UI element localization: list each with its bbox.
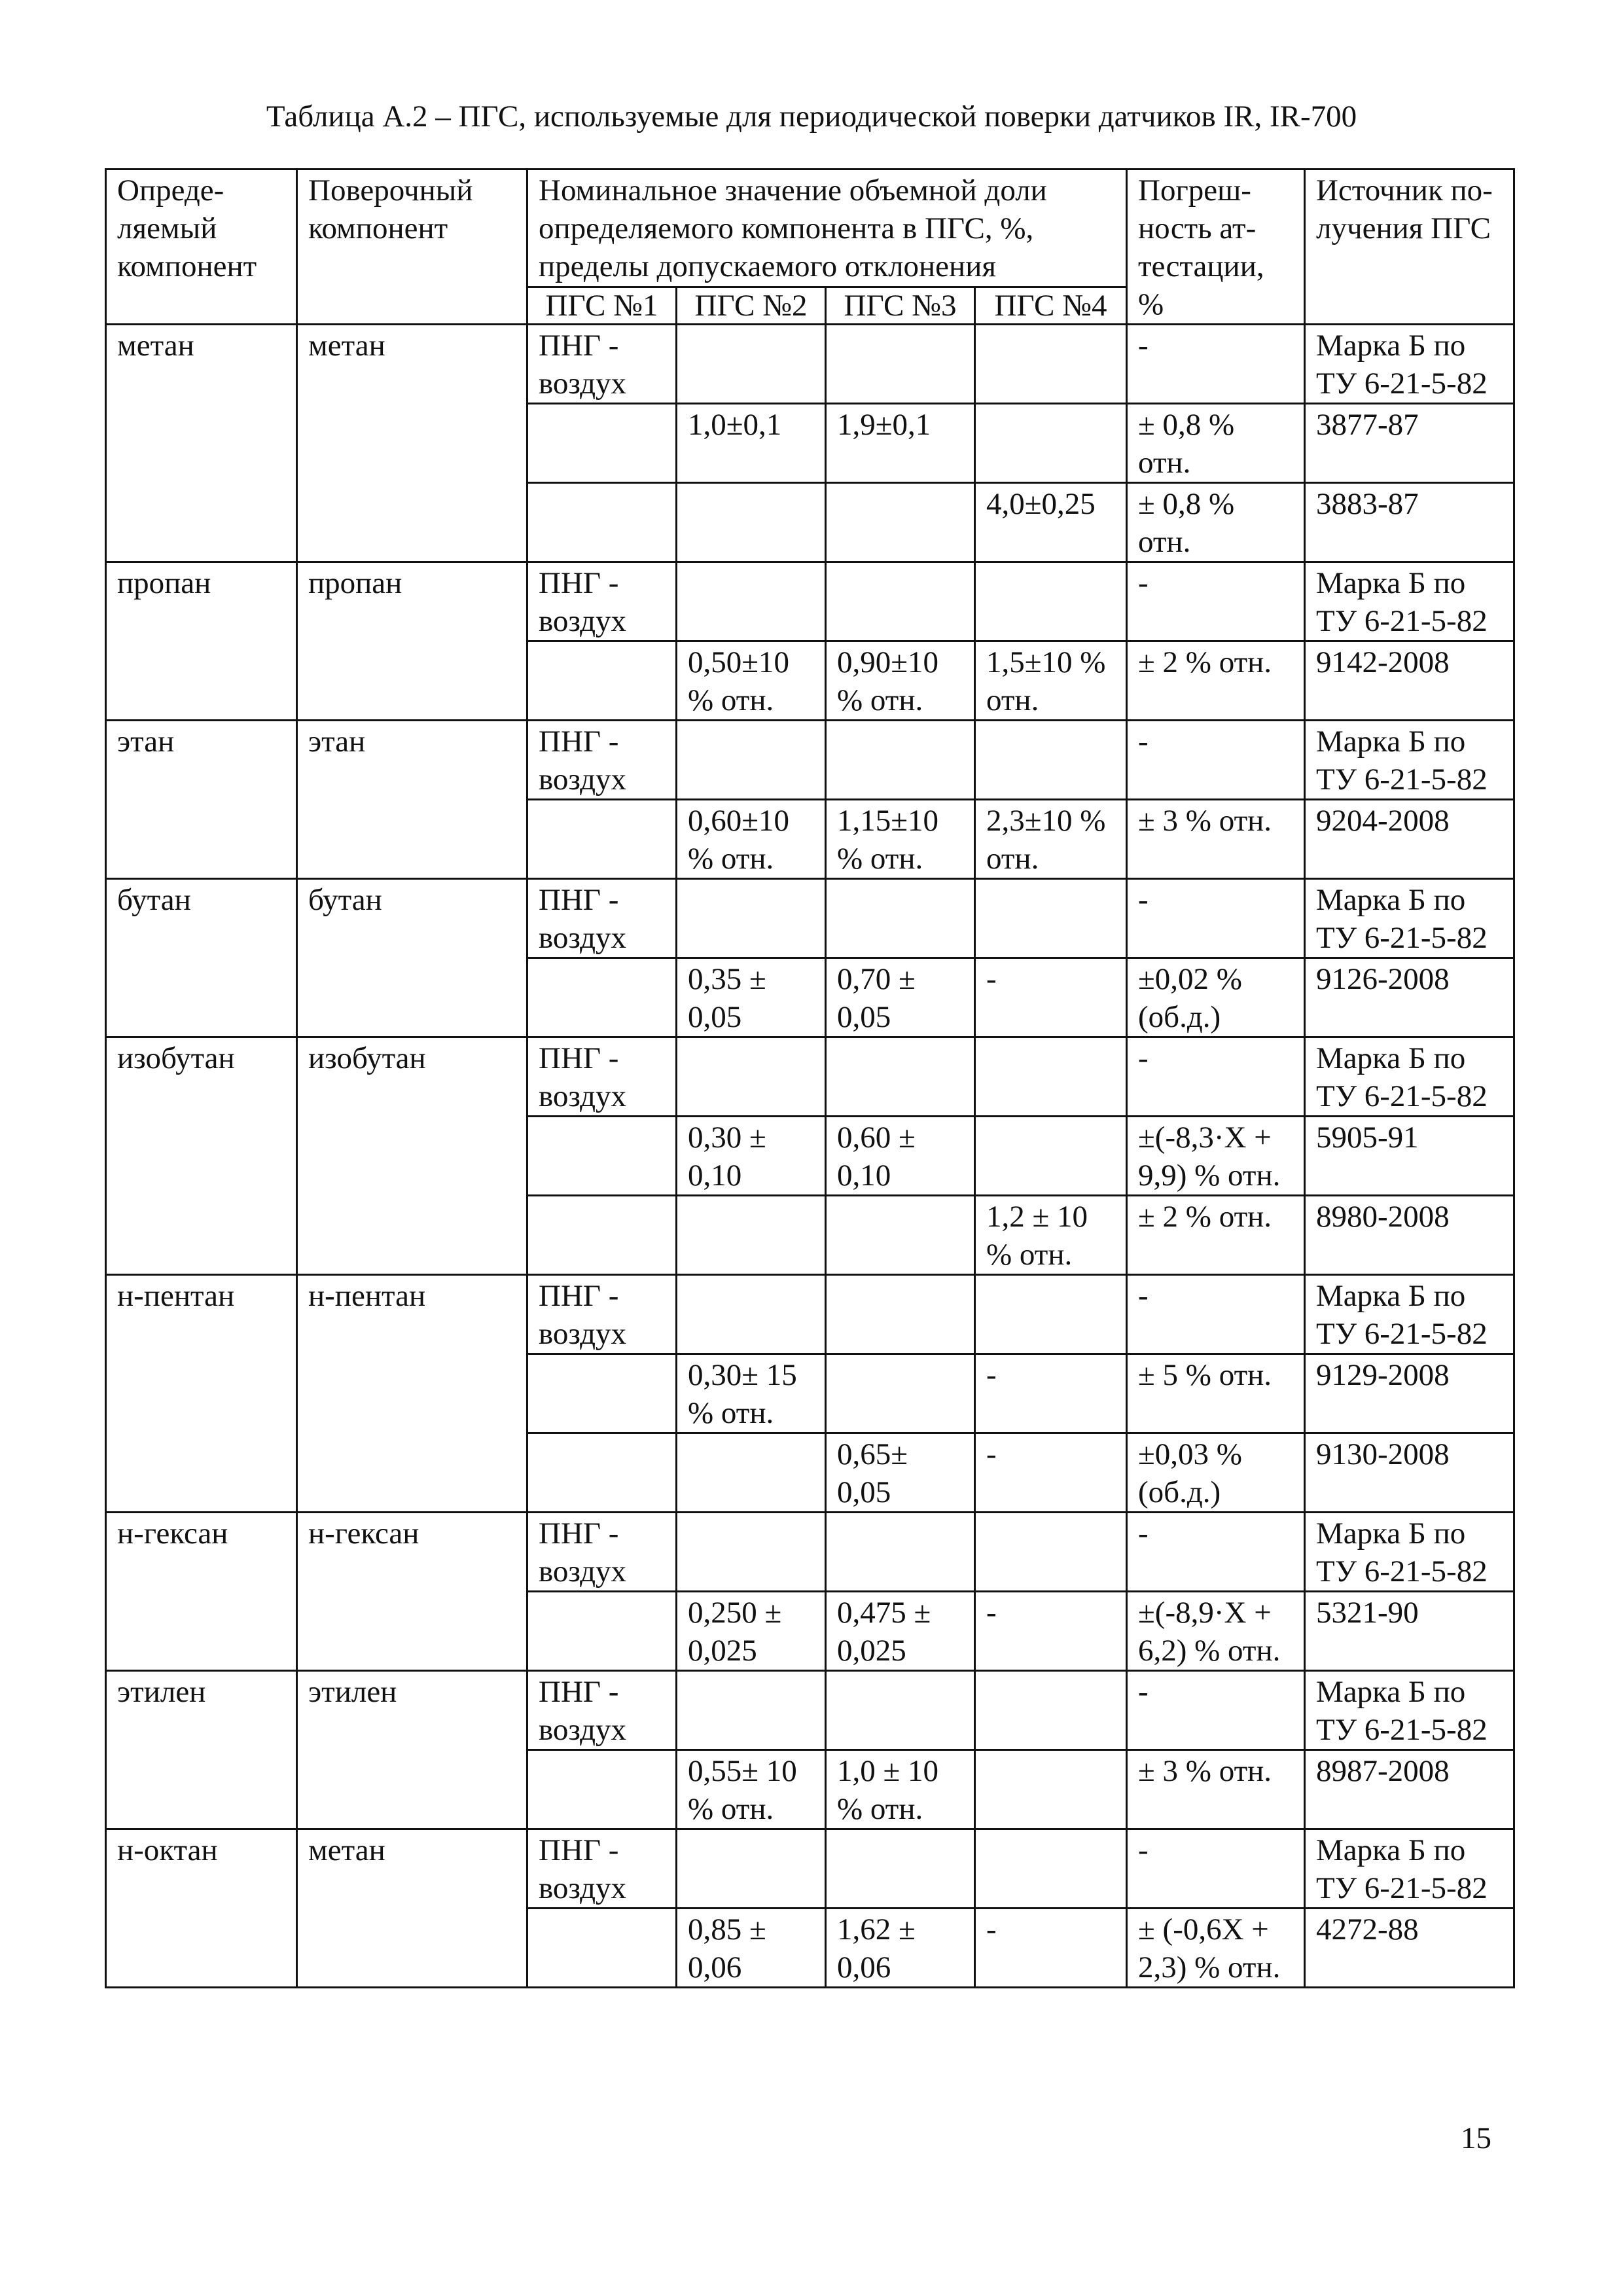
pgs-2-cell xyxy=(677,325,826,404)
header-pgs-1: ПГС №1 xyxy=(527,287,677,324)
determined-component-cell: пропан xyxy=(106,562,297,721)
header-pgs-2: ПГС №2 xyxy=(677,287,826,324)
pgs-4-cell xyxy=(975,404,1127,483)
pgs-1-cell: ПНГ - воздух xyxy=(527,879,677,958)
verification-component-cell: метан xyxy=(297,1829,527,1988)
pgs-1-cell xyxy=(527,1196,677,1275)
pgs-3-cell: 1,15±10 % отн. xyxy=(826,800,975,879)
gas-source-cell: Марка Б по ТУ 6-21-5-82 xyxy=(1305,1671,1514,1750)
pgs-3-cell: 0,90±10 % отн. xyxy=(826,641,975,721)
certification-error-cell: ± 0,8 % отн. xyxy=(1127,404,1305,483)
gas-source-cell: 9142-2008 xyxy=(1305,641,1514,721)
calibration-gas-table xyxy=(105,168,1515,1988)
certification-error-cell: ± 3 % отн. xyxy=(1127,800,1305,879)
pgs-2-cell: 0,55± 10 % отн. xyxy=(677,1750,826,1829)
pgs-1-cell xyxy=(527,404,677,483)
pgs-4-cell xyxy=(975,1671,1127,1750)
certification-error-cell: - xyxy=(1127,1671,1305,1750)
pgs-3-cell xyxy=(826,562,975,641)
gas-source-cell: Марка Б по ТУ 6-21-5-82 xyxy=(1305,1037,1514,1117)
pgs-2-cell: 0,30± 15 % отн. xyxy=(677,1354,826,1433)
determined-component-cell: н-пентан xyxy=(106,1275,297,1513)
verification-component-cell: этилен xyxy=(297,1671,527,1829)
pgs-3-cell xyxy=(826,1275,975,1354)
pgs-1-cell: ПНГ - воздух xyxy=(527,721,677,800)
pgs-4-cell: - xyxy=(975,1909,1127,1988)
pgs-2-cell xyxy=(677,562,826,641)
pgs-2-cell xyxy=(677,1433,826,1513)
pgs-2-cell: 1,0±0,1 xyxy=(677,404,826,483)
pgs-3-cell: 0,70 ± 0,05 xyxy=(826,958,975,1037)
pgs-1-cell xyxy=(527,641,677,721)
table-row xyxy=(106,1275,1514,1354)
determined-component-cell: бутан xyxy=(106,879,297,1037)
certification-error-cell: ± (-0,6X + 2,3) % отн. xyxy=(1127,1909,1305,1988)
pgs-1-cell xyxy=(527,1117,677,1196)
certification-error-cell: ± 5 % отн. xyxy=(1127,1354,1305,1433)
pgs-3-cell xyxy=(826,1196,975,1275)
pgs-3-cell xyxy=(826,879,975,958)
page-number: 15 xyxy=(1461,2121,1491,2155)
certification-error-cell: ±(-8,9·X + 6,2) % отн. xyxy=(1127,1592,1305,1671)
pgs-3-cell xyxy=(826,325,975,404)
gas-source-cell: Марка Б по ТУ 6-21-5-82 xyxy=(1305,1275,1514,1354)
header-verification-component: Поверочный компонент xyxy=(297,170,527,325)
gas-source-cell: 8980-2008 xyxy=(1305,1196,1514,1275)
gas-source-cell: 8987-2008 xyxy=(1305,1750,1514,1829)
pgs-2-cell: 0,250 ± 0,025 xyxy=(677,1592,826,1671)
pgs-1-cell xyxy=(527,1909,677,1988)
table-row xyxy=(106,325,1514,404)
gas-source-cell: 9126-2008 xyxy=(1305,958,1514,1037)
pgs-4-cell xyxy=(975,1117,1127,1196)
pgs-4-cell: 1,5±10 % отн. xyxy=(975,641,1127,721)
determined-component-cell: н-октан xyxy=(106,1829,297,1988)
header-pgs-3: ПГС №3 xyxy=(826,287,975,324)
certification-error-cell: - xyxy=(1127,1829,1305,1909)
certification-error-cell: ± 3 % отн. xyxy=(1127,1750,1305,1829)
pgs-4-cell xyxy=(975,325,1127,404)
header-row xyxy=(106,170,1514,287)
pgs-2-cell xyxy=(677,879,826,958)
pgs-3-cell xyxy=(826,483,975,562)
gas-source-cell: 3883-87 xyxy=(1305,483,1514,562)
gas-source-cell: Марка Б по ТУ 6-21-5-82 xyxy=(1305,1513,1514,1592)
table-body xyxy=(106,325,1514,1988)
pgs-4-cell: - xyxy=(975,1354,1127,1433)
verification-component-cell: бутан xyxy=(297,879,527,1037)
verification-component-cell: н-гексан xyxy=(297,1513,527,1671)
pgs-1-cell: ПНГ - воздух xyxy=(527,325,677,404)
pgs-3-cell xyxy=(826,1671,975,1750)
pgs-2-cell xyxy=(677,1671,826,1750)
pgs-2-cell xyxy=(677,1275,826,1354)
pgs-3-cell: 1,9±0,1 xyxy=(826,404,975,483)
pgs-4-cell: 1,2 ± 10 % отн. xyxy=(975,1196,1127,1275)
gas-source-cell: Марка Б по ТУ 6-21-5-82 xyxy=(1305,1829,1514,1909)
gas-source-cell: 9130-2008 xyxy=(1305,1433,1514,1513)
table-row xyxy=(106,562,1514,641)
table-row xyxy=(106,1513,1514,1592)
gas-source-cell: 4272-88 xyxy=(1305,1909,1514,1988)
pgs-2-cell xyxy=(677,1513,826,1592)
gas-source-cell: Марка Б по ТУ 6-21-5-82 xyxy=(1305,721,1514,800)
gas-source-cell: 3877-87 xyxy=(1305,404,1514,483)
table-row xyxy=(106,1037,1514,1117)
pgs-4-cell: 2,3±10 % отн. xyxy=(975,800,1127,879)
verification-component-cell: изобутан xyxy=(297,1037,527,1275)
pgs-2-cell: 0,35 ± 0,05 xyxy=(677,958,826,1037)
certification-error-cell: - xyxy=(1127,721,1305,800)
gas-source-cell: 9129-2008 xyxy=(1305,1354,1514,1433)
certification-error-cell: - xyxy=(1127,879,1305,958)
verification-component-cell: пропан xyxy=(297,562,527,721)
pgs-4-cell xyxy=(975,562,1127,641)
verification-component-cell: н-пентан xyxy=(297,1275,527,1513)
pgs-4-cell xyxy=(975,721,1127,800)
determined-component-cell: изобутан xyxy=(106,1037,297,1275)
certification-error-cell: ±0,03 % (об.д.) xyxy=(1127,1433,1305,1513)
pgs-1-cell: ПНГ - воздух xyxy=(527,1829,677,1909)
certification-error-cell: ±0,02 % (об.д.) xyxy=(1127,958,1305,1037)
certification-error-cell: ± 2 % отн. xyxy=(1127,1196,1305,1275)
pgs-3-cell xyxy=(826,1037,975,1117)
certification-error-cell: ± 0,8 % отн. xyxy=(1127,483,1305,562)
table-row xyxy=(106,1829,1514,1909)
pgs-2-cell: 0,50±10 % отн. xyxy=(677,641,826,721)
certification-error-cell: - xyxy=(1127,1513,1305,1592)
pgs-1-cell xyxy=(527,1750,677,1829)
pgs-4-cell: - xyxy=(975,1592,1127,1671)
pgs-3-cell: 1,62 ± 0,06 xyxy=(826,1909,975,1988)
gas-source-cell: 5905-91 xyxy=(1305,1117,1514,1196)
pgs-3-cell: 1,0 ± 10 % отн. xyxy=(826,1750,975,1829)
pgs-4-cell xyxy=(975,1275,1127,1354)
determined-component-cell: метан xyxy=(106,325,297,562)
pgs-1-cell xyxy=(527,800,677,879)
pgs-2-cell: 0,85 ± 0,06 xyxy=(677,1909,826,1988)
table-row xyxy=(106,879,1514,958)
certification-error-cell: ± 2 % отн. xyxy=(1127,641,1305,721)
pgs-3-cell: 0,475 ± 0,025 xyxy=(826,1592,975,1671)
header-determined-component: Опреде-ляемый компонент xyxy=(106,170,297,325)
pgs-2-cell xyxy=(677,483,826,562)
pgs-3-cell xyxy=(826,1354,975,1433)
pgs-2-cell xyxy=(677,721,826,800)
pgs-3-cell xyxy=(826,721,975,800)
pgs-3-cell: 0,65± 0,05 xyxy=(826,1433,975,1513)
pgs-1-cell xyxy=(527,958,677,1037)
certification-error-cell: ±(-8,3·X + 9,9) % отн. xyxy=(1127,1117,1305,1196)
pgs-4-cell: - xyxy=(975,958,1127,1037)
pgs-3-cell xyxy=(826,1513,975,1592)
determined-component-cell: этилен xyxy=(106,1671,297,1829)
pgs-4-cell: - xyxy=(975,1433,1127,1513)
certification-error-cell: - xyxy=(1127,1275,1305,1354)
header-gas-source: Источник по-лучения ПГС xyxy=(1305,170,1514,325)
pgs-4-cell xyxy=(975,879,1127,958)
pgs-1-cell xyxy=(527,1354,677,1433)
certification-error-cell: - xyxy=(1127,1037,1305,1117)
header-pgs-4: ПГС №4 xyxy=(975,287,1127,324)
pgs-1-cell xyxy=(527,1592,677,1671)
pgs-1-cell: ПНГ - воздух xyxy=(527,1037,677,1117)
certification-error-cell: - xyxy=(1127,562,1305,641)
pgs-1-cell: ПНГ - воздух xyxy=(527,562,677,641)
certification-error-cell: - xyxy=(1127,325,1305,404)
pgs-1-cell: ПНГ - воздух xyxy=(527,1513,677,1592)
gas-source-cell: Марка Б по ТУ 6-21-5-82 xyxy=(1305,879,1514,958)
pgs-2-cell xyxy=(677,1829,826,1909)
pgs-2-cell xyxy=(677,1196,826,1275)
pgs-3-cell: 0,60 ± 0,10 xyxy=(826,1117,975,1196)
pgs-1-cell: ПНГ - воздух xyxy=(527,1275,677,1354)
pgs-2-cell: 0,60±10 % отн. xyxy=(677,800,826,879)
pgs-1-cell: ПНГ - воздух xyxy=(527,1671,677,1750)
determined-component-cell: этан xyxy=(106,721,297,879)
verification-component-cell: этан xyxy=(297,721,527,879)
pgs-4-cell xyxy=(975,1513,1127,1592)
pgs-1-cell xyxy=(527,1433,677,1513)
page-title: Таблица А.2 – ПГС, используемые для периодической поверки датчиков IR, IR-700 xyxy=(266,99,1357,134)
verification-component-cell: метан xyxy=(297,325,527,562)
determined-component-cell: н-гексан xyxy=(106,1513,297,1671)
pgs-2-cell: 0,30 ± 0,10 xyxy=(677,1117,826,1196)
pgs-3-cell xyxy=(826,1829,975,1909)
pgs-2-cell xyxy=(677,1037,826,1117)
pgs-4-cell: 4,0±0,25 xyxy=(975,483,1127,562)
gas-source-cell: 5321-90 xyxy=(1305,1592,1514,1671)
table-row xyxy=(106,1671,1514,1750)
gas-source-cell: 9204-2008 xyxy=(1305,800,1514,879)
gas-source-cell: Марка Б по ТУ 6-21-5-82 xyxy=(1305,562,1514,641)
header-certification-error: Погреш-ность ат-тестации, % xyxy=(1127,170,1305,325)
gas-source-cell: Марка Б по ТУ 6-21-5-82 xyxy=(1305,325,1514,404)
pgs-4-cell xyxy=(975,1829,1127,1909)
pgs-1-cell xyxy=(527,483,677,562)
pgs-4-cell xyxy=(975,1750,1127,1829)
header-nominal-value: Номинальное значение объемной доли определяемого компонента в ПГС, %, пределы допускаемого отклонения xyxy=(527,170,1127,287)
table-row xyxy=(106,721,1514,800)
pgs-4-cell xyxy=(975,1037,1127,1117)
